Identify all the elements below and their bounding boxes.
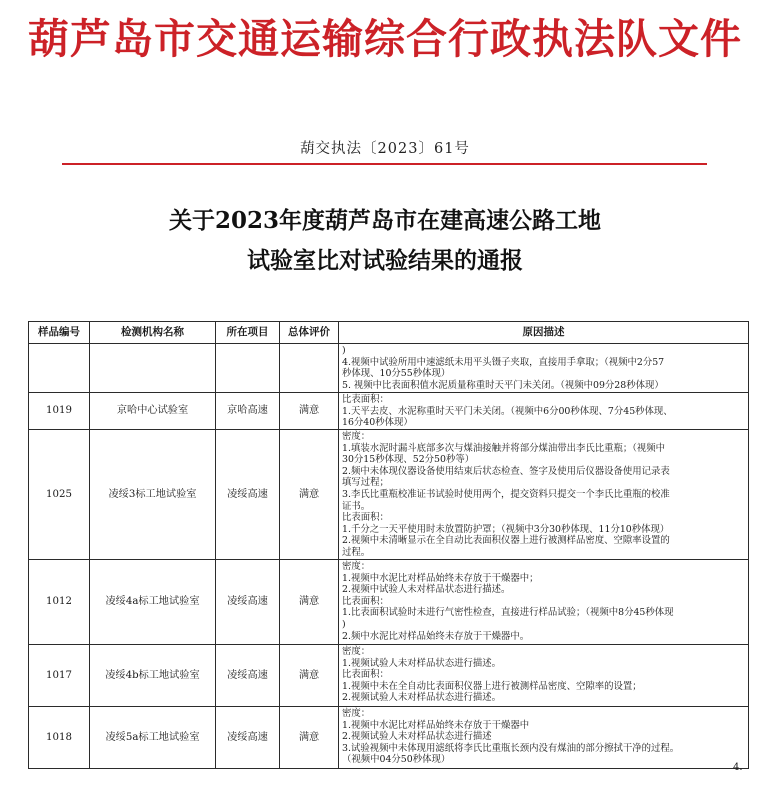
table-header-row xyxy=(29,322,749,344)
table-row xyxy=(29,430,749,560)
reason-line: 密度： xyxy=(342,431,371,442)
document-title-line-1: 关于2023年度葫芦岛市在建高速公路工地 xyxy=(168,207,601,234)
project-cell: 凌绥高速 xyxy=(216,707,280,769)
reason-line: 密度： xyxy=(342,646,371,657)
reason-line: 2.视频试验人未对样品状态进行描述。 xyxy=(342,692,501,704)
column-header-reason: 原因描述 xyxy=(339,322,749,344)
reason-line: 2.视频中未清晰显示在全自动比表面积仪器上进行被测样品密度、空隙率设置的 xyxy=(342,535,670,547)
reason-line: ) xyxy=(342,618,346,630)
reason-cell xyxy=(339,430,749,560)
page-number: 4. xyxy=(733,762,743,773)
reason-line: （视频中04分50秒体现） xyxy=(342,754,451,766)
lab-name-cell xyxy=(90,344,216,393)
reason-line: 1.千分之一天平使用时未放置防护罩；（视频中3分30秒体现、11分10秒体现） xyxy=(342,523,670,535)
rating-cell: 满意 xyxy=(280,393,339,430)
table-row xyxy=(29,645,749,707)
project-cell: 京哈高速 xyxy=(216,393,280,430)
lab-name-cell: 凌绥5a标工地试验室 xyxy=(90,707,216,769)
sample-id-cell: 1019 xyxy=(29,393,90,430)
reason-line: 比表面积： xyxy=(342,512,389,524)
reason-line: 2.视频试验人未对样品状态进行描述 xyxy=(342,731,492,743)
reason-line: 1.填装水泥时漏斗底部多次与煤油接触并将部分煤油带出李氏比重瓶；（视频中 xyxy=(342,442,666,454)
rating-cell: 满意 xyxy=(280,430,339,560)
table-row xyxy=(29,344,749,393)
reason-line: 16分40秒体现） xyxy=(342,417,413,429)
lab-name-cell: 京哈中心试验室 xyxy=(90,393,216,430)
project-cell: 凌绥高速 xyxy=(216,560,280,645)
reason-line: 30分15秒体现、52分50秒等） xyxy=(342,454,475,466)
document-title-line-2: 试验室比对试验结果的通报 xyxy=(247,247,523,274)
column-header-sample-id: 样品编号 xyxy=(29,322,90,344)
reason-line: 2.频中水泥比对样品始终未存放于干燥器中。 xyxy=(342,630,530,642)
lab-name-cell: 凌绥4b标工地试验室 xyxy=(90,645,216,707)
sample-id-cell: 1012 xyxy=(29,560,90,645)
column-header-project: 所在项目 xyxy=(216,322,280,344)
lab-name-cell: 凌绥4a标工地试验室 xyxy=(90,560,216,645)
lab-name-cell: 凌绥3标工地试验室 xyxy=(90,430,216,560)
reason-line: 4.视频中试验所用中速滤纸未用平头镊子夹取，直接用手拿取；（视频中2分57 xyxy=(342,356,665,368)
issuing-organization-title: 葫芦岛市交通运输综合行政执法队文件 xyxy=(28,15,742,63)
reason-line: 3.试验视频中未体现用滤纸将李氏比重瓶长颈内没有煤油的部分擦拭干净的过程。 xyxy=(342,742,680,754)
sample-id-cell: 1025 xyxy=(29,430,90,560)
reason-line: 密度： xyxy=(342,561,371,572)
column-header-lab-name: 检测机构名称 xyxy=(90,322,216,344)
reason-cell xyxy=(339,645,749,707)
sample-id-cell xyxy=(29,344,90,393)
project-cell: 凌绥高速 xyxy=(216,645,280,707)
reason-line: ) xyxy=(342,345,346,356)
rating-cell xyxy=(280,344,339,393)
reason-line: 1.视频中水泥比对样品始终未存放于干燥器中 xyxy=(342,719,530,731)
rating-cell: 满意 xyxy=(280,645,339,707)
rating-cell: 满意 xyxy=(280,707,339,769)
reason-line: 1.天平去皮、水泥称重时天平门未关闭。（视频中6分00秒体现、7分45秒体现、 xyxy=(342,405,673,417)
reason-line: 比表面积： xyxy=(342,394,389,405)
reason-line: 5. 视频中比表面积值水泥质量称重时天平门未关闭。（视频中09分28秒体现） xyxy=(342,379,664,391)
table-row xyxy=(29,560,749,645)
results-table xyxy=(28,321,749,769)
red-divider-line xyxy=(62,163,707,165)
reason-line: 证书。 xyxy=(342,500,371,512)
reason-line: 1.视频中水泥比对样品始终未存放于干燥器中； xyxy=(342,572,539,584)
reason-line: 1.比表面积试验时未进行气密性检查，直接进行样品试验；（视频中8分45秒体现 xyxy=(342,607,674,619)
document-number: 葫交执法〔2023〕61号 xyxy=(300,141,470,157)
sample-id-cell: 1017 xyxy=(29,645,90,707)
project-cell xyxy=(216,344,280,393)
sample-id-cell: 1018 xyxy=(29,707,90,769)
reason-line: 秒体现、10分55秒体现） xyxy=(342,368,451,380)
reason-cell xyxy=(339,344,749,393)
reason-line: 2.频中未体现仪器设备使用结束后状态检查、签字及使用后仪器设备使用记录表 xyxy=(342,465,670,477)
rating-cell: 满意 xyxy=(280,560,339,645)
table-row xyxy=(29,707,749,769)
reason-line: 1.视频中未在全自动比表面积仪器上进行被测样品密度、空隙率的设置； xyxy=(342,680,642,692)
column-header-rating: 总体评价 xyxy=(280,322,339,344)
reason-line: 比表面积： xyxy=(342,669,389,681)
reason-cell xyxy=(339,707,749,769)
reason-line: 3.李氏比重瓶校准证书试验时使用两个，提交资料只提交一个李氏比重瓶的校准 xyxy=(342,488,670,500)
reason-cell xyxy=(339,560,749,645)
reason-line: 过程。 xyxy=(342,546,371,558)
reason-line: 填写过程； xyxy=(342,477,389,489)
reason-cell xyxy=(339,393,749,430)
reason-line: 2.视频中试验人未对样品状态进行描述。 xyxy=(342,584,511,596)
table-row xyxy=(29,393,749,430)
project-cell: 凌绥高速 xyxy=(216,430,280,560)
reason-line: 1.视频试验人未对样品状态进行描述。 xyxy=(342,657,501,669)
reason-line: 密度： xyxy=(342,708,371,719)
reason-line: 比表面积： xyxy=(342,595,389,607)
